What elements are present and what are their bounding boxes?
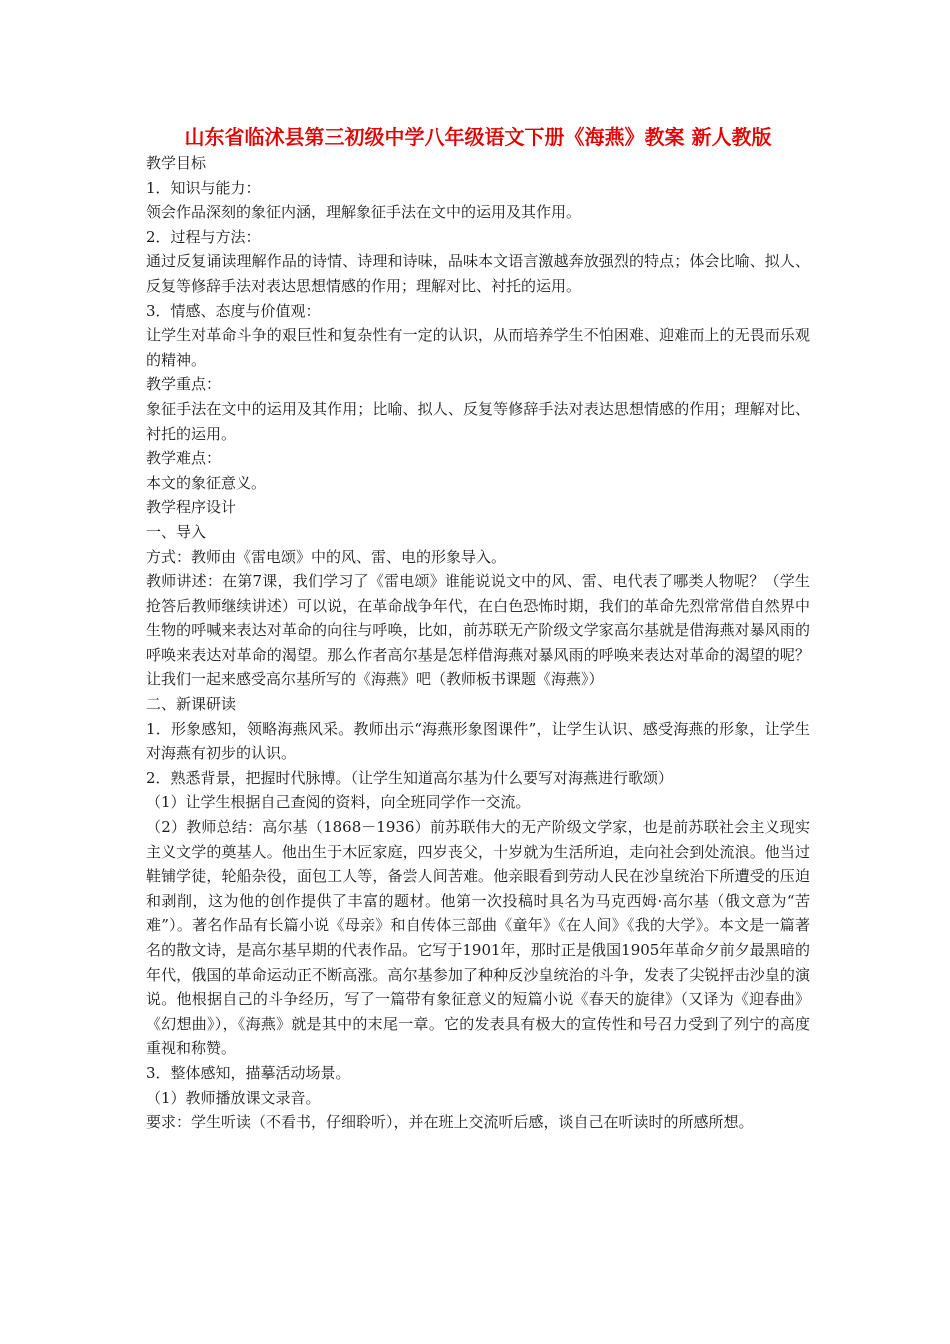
heading-procedure: 教学程序设计 xyxy=(146,498,237,517)
objective-knowledge-heading: 1．知识与能力： xyxy=(146,178,261,197)
objective-emotion-heading: 3．情感、态度与价值观： xyxy=(146,301,321,320)
new-lesson-step-2: 2．熟悉背景，把握时代脉博。（让学生知道高尔基为什么要写对海燕进行歌颂） xyxy=(146,768,674,787)
introduction-method-text: 方式：教师由《雷电颂》中的风、雷、电的形象导入。 xyxy=(146,547,507,566)
heading-difficulties: 教学难点： xyxy=(146,449,222,468)
new-lesson-step-3-sub-1: （1）教师播放课文录音。 xyxy=(146,1088,321,1107)
objective-emotion-text: 让学生对革命斗争的艰巨性和复杂性有一定的认识，从而培养学生不怕困难、迎难而上的无畏而乐观的精神。 xyxy=(146,326,810,369)
document-body xyxy=(146,151,810,1135)
new-lesson-step-2-sub-1: （1）让学生根据自己查阅的资料，向全班同学作一交流。 xyxy=(146,793,531,812)
objective-process-text: 通过反复诵读理解作品的诗情、诗理和诗味，品味本文语言激越奔放强烈的特点；体会比喻、拟人、反复等修辞手法对表达思想情感的作用；理解对比、衬托的运用。 xyxy=(146,252,810,295)
document-title: 山东省临沭县第三初级中学八年级语文下册《海燕》教案 新人教版 xyxy=(184,125,772,149)
new-lesson-step-2-sub-2: （2）教师总结：高尔基（1868－1936）前苏联伟大的无产阶级文学家，也是前苏联社会主义现实主义文学的奠基人。他出生于木匠家庭，四岁丧父，十岁就为生活所迫，走向社会到处流浪。他当过鞋铺学徒，轮船杂役，面包工人等，备尝人间苦难。他亲眼看到劳动人民在沙皇统治下所遭受的压迫和剥削，这为他的创作提供了丰富的题材。他第一次投稿时具名为马克西姆·高尔基（俄文意为“苦难”）。著名作品有长篇小说《母亲》和自传体三部曲《童年》《在人间》《我的大学》。本文是一篇著名的散文诗，是高尔基早期的代表作品。它写于1901年，那时正是俄国1905年革命夕前夕最黑暗的年代，俄国的革命运动正不断高涨。高尔基参加了种种反沙皇统治的斗争，发表了尖锐抨击沙皇的演说。他根据自己的斗争经历，写了一篇带有象征意义的短篇小说《春天的旋律》（又译为《迎春曲》《幻想曲》），《海燕》就是其中的末尾一章。它的发表具有极大的宣传性和号召力受到了列宁的高度重视和称赞。 xyxy=(146,818,810,1058)
heading-teaching-objectives: 教学目标 xyxy=(146,154,207,172)
key-points-text: 象征手法在文中的运用及其作用；比喻、拟人、反复等修辞手法对表达思想情感的作用；理解对比、衬托的运用。 xyxy=(146,399,810,443)
heading-key-points: 教学重点： xyxy=(146,375,222,394)
new-lesson-step-3: 3．整体感知，描摹活动场景。 xyxy=(146,1063,351,1082)
difficulties-text: 本文的象征意义。 xyxy=(146,473,267,492)
objective-knowledge-text: 领会作品深刻的象征内涵，理解象征手法在文中的运用及其作用。 xyxy=(146,203,582,222)
new-lesson-step-3-requirement: 要求：学生听读（不看书，仔细聆听），并在班上交流听后感，谈自己在听读时的所感所想。 xyxy=(146,1113,754,1132)
introduction-lecture-text: 教师讲述：在第7课，我们学习了《雷电颂》谁能说说文中的风、雷、电代表了哪类人物呢？（学生抢答后教师继续讲述）可以说，在革命战争年代，在白色恐怖时期，我们的革命先烈常常借自然界中生物的呼喊来表达对革命的向往与呼唤，比如，前苏联无产阶级文学家高尔基就是借海燕对暴风雨的呼唤来表达对革命的渴望。那么作者高尔基是怎样借海燕对暴风雨的呼唤来表达对革命的渴望的呢？让我们一起来感受高尔基所写的《海燕》吧（教师板书课题《海燕》） xyxy=(146,572,810,689)
section-new-lesson-heading: 二、新课研读 xyxy=(146,695,237,714)
new-lesson-step-1: 1．形象感知，领略海燕风采。教师出示“海燕形象图课件”，让学生认识、感受海燕的形象，让学生对海燕有初步的认识。 xyxy=(146,719,810,763)
section-introduction-heading: 一、导入 xyxy=(146,522,207,541)
objective-process-heading: 2．过程与方法： xyxy=(146,227,261,246)
document-page xyxy=(146,123,810,1135)
